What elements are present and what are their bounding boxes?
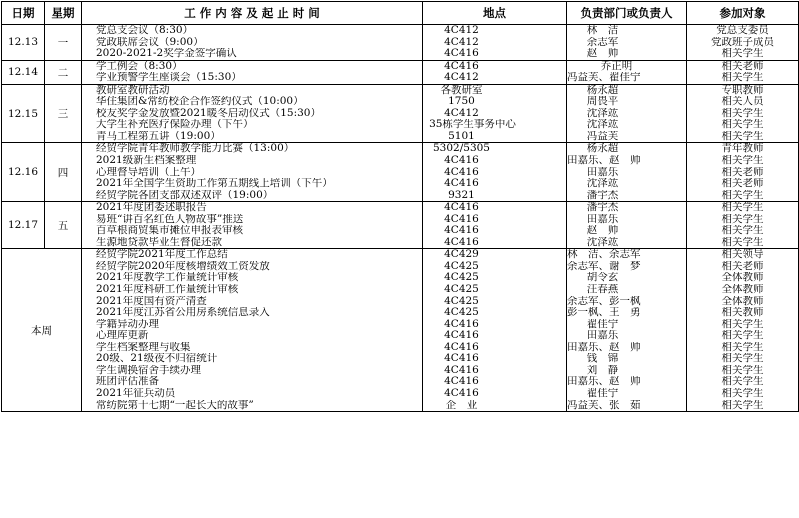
item-attendees: 相关学生 [721, 189, 764, 201]
item-attendees: 相关学生 [721, 236, 764, 248]
item-location: 4C412 [444, 72, 479, 84]
item-location: 企 业 [445, 399, 478, 411]
item-location: 4C425 [444, 272, 479, 284]
weekday-cell: 一 [45, 25, 82, 61]
item-content: 经贸学院青年教师教学能力比赛（13:00） [96, 143, 295, 155]
content-cell [82, 60, 423, 84]
item-person: 杨永超 [586, 84, 619, 96]
weekly-schedule-table [1, 1, 799, 412]
location-cell [423, 25, 567, 61]
item-location: 4C412 [444, 25, 479, 36]
item-location: 4C425 [444, 307, 479, 319]
header-row [2, 2, 799, 25]
item-attendees: 青年教师 [721, 143, 764, 155]
person-cell [567, 143, 687, 202]
item-person: 冯益芙、张 茹 [567, 399, 641, 411]
item-person: 冯益芙 [586, 130, 619, 142]
item-person: 田嘉乐 [586, 330, 619, 342]
item-person: 田嘉乐、赵 帅 [567, 341, 641, 353]
item-location: 4C416 [444, 353, 479, 365]
item-content: 学生调换宿舍手续办理 [96, 364, 201, 376]
item-person: 田嘉乐、赵 帅 [567, 155, 641, 167]
item-attendees: 相关领导 [721, 249, 764, 261]
item-content: 2020-2021-2奖学金签字确认 [96, 48, 237, 60]
item-content: 2021级新生档案整理 [96, 155, 197, 167]
day-group-row [2, 25, 799, 61]
item-content: 学工例会（8:30） [96, 60, 183, 72]
item-content: 心理督导培训（上午） [96, 166, 201, 178]
item-location: 4C416 [444, 178, 479, 190]
item-location: 4C416 [444, 376, 479, 388]
item-attendees: 相关学生 [721, 213, 764, 225]
item-content: 青马工程第五讲（19:00） [96, 130, 221, 142]
item-attendees: 相关学生 [721, 202, 764, 214]
item-location: 4C416 [444, 166, 479, 178]
item-content: 生源地贷款毕业生督促还款 [96, 236, 222, 248]
header-attendees: 参加对象 [687, 2, 799, 25]
item-location: 4C416 [444, 236, 479, 248]
item-location: 4C416 [444, 341, 479, 353]
item-location: 4C425 [444, 260, 479, 272]
item-location: 4C416 [444, 330, 479, 342]
location-cell [423, 249, 567, 412]
item-location: 各教研室 [440, 84, 483, 96]
week-group-row [2, 249, 799, 412]
schedule-page [1, 1, 798, 412]
day-group-row [2, 143, 799, 202]
date-cell: 12.13 [2, 25, 45, 61]
item-attendees: 相关人员 [721, 96, 764, 108]
item-person: 沈泽竑 [586, 236, 619, 248]
item-content: 经贸学院2020年度核增绩效工资发放 [96, 260, 270, 272]
item-attendees: 全体教师 [721, 272, 764, 284]
item-attendees: 相关教师 [721, 307, 764, 319]
item-location: 1750 [448, 96, 475, 108]
item-content: 教研室教研活动 [96, 84, 170, 96]
item-content: 大学生补充医疗保险办理（下午） [96, 119, 254, 131]
item-content: 易班“讲百名红色人物故事”推送 [96, 213, 244, 225]
item-person: 余志军 [586, 36, 619, 48]
item-attendees: 党政班子成员 [711, 36, 774, 48]
item-content: 2021年度江苏省公用房系统信息录入 [96, 307, 270, 319]
item-location: 4C416 [444, 155, 479, 167]
item-location: 5101 [448, 130, 475, 142]
location-cell [423, 143, 567, 202]
item-attendees: 相关老师 [721, 166, 764, 178]
item-person: 沈泽竑 [586, 107, 619, 119]
item-attendees: 相关学生 [721, 107, 764, 119]
content-cell [82, 143, 423, 202]
item-attendees: 相关学生 [721, 119, 764, 131]
item-person: 杨永超 [586, 143, 619, 155]
item-person: 沈泽竑 [586, 178, 619, 190]
item-location: 4C412 [444, 107, 479, 119]
item-content: 2021年征兵动员 [96, 387, 176, 399]
item-person: 胡令玄 [586, 272, 619, 284]
weekday-cell: 二 [45, 60, 82, 84]
item-attendees: 相关学生 [721, 387, 764, 399]
item-person: 赵 帅 [586, 225, 619, 237]
item-location: 35栋学生事务中心 [429, 119, 516, 131]
item-content: 学生档案整理与收集 [96, 341, 191, 353]
location-cell [423, 202, 567, 249]
item-attendees: 相关学生 [721, 225, 764, 237]
weekday-cell: 四 [45, 143, 82, 202]
attendees-cell [687, 84, 799, 143]
item-location: 4C416 [444, 225, 479, 237]
item-attendees: 相关学生 [721, 48, 764, 60]
item-person: 田嘉乐 [586, 213, 619, 225]
header-location: 地点 [423, 2, 567, 25]
item-location: 4C416 [444, 318, 479, 330]
item-attendees: 相关学生 [721, 130, 764, 142]
item-attendees: 专职教师 [721, 84, 764, 96]
header-weekday: 星期 [45, 2, 82, 25]
content-cell [82, 202, 423, 249]
item-content: 2021年度团委述职报告 [96, 202, 207, 214]
content-cell [82, 249, 423, 412]
item-attendees: 全体教师 [721, 295, 764, 307]
item-content: 经贸学院2021年度工作总结 [96, 249, 228, 261]
item-person: 翟佳宁 [586, 318, 619, 330]
item-content: 2021年度教学工作量统计审核 [96, 272, 239, 284]
item-content: 党总支会议（8:30） [96, 25, 194, 36]
item-person: 周畏平 [586, 96, 619, 108]
item-person: 乔正明 [600, 60, 633, 72]
person-cell [567, 249, 687, 412]
item-attendees: 相关学生 [721, 341, 764, 353]
item-location: 4C416 [444, 202, 479, 214]
attendees-cell [687, 249, 799, 412]
header-date: 日期 [2, 2, 45, 25]
item-content: 班团评估准备 [96, 376, 159, 388]
date-cell: 12.17 [2, 202, 45, 249]
item-attendees: 相关老师 [721, 178, 764, 190]
item-location: 4C425 [444, 284, 479, 296]
person-cell [567, 60, 687, 84]
attendees-cell [687, 143, 799, 202]
item-attendees: 相关学生 [721, 330, 764, 342]
item-attendees: 相关学生 [721, 353, 764, 365]
item-content: 百草根商贸集市摊位申报表审核 [96, 225, 243, 237]
item-content: 华住集团&常纺校企合作签约仪式（10:00） [96, 96, 304, 108]
item-content: 校友奖学金发放暨2021暖冬启动仪式（15:30） [96, 107, 321, 119]
item-content: 经贸学院各团支部双述双评（19:00） [96, 189, 274, 201]
item-person: 翟佳宁 [586, 387, 619, 399]
content-cell [82, 25, 423, 61]
item-location: 4C416 [444, 213, 479, 225]
item-attendees: 相关老师 [721, 260, 764, 272]
item-person: 钱 锦 [586, 353, 619, 365]
day-group-row [2, 202, 799, 249]
item-person: 余志军、谢 梦 [567, 260, 641, 272]
person-cell [567, 84, 687, 143]
item-location: 4C429 [444, 249, 479, 261]
day-group-row [2, 60, 799, 84]
item-location: 4C412 [444, 36, 479, 48]
item-content: 学籍异动办理 [96, 318, 159, 330]
week-label-cell: 本周 [2, 249, 82, 412]
item-person: 潘宇杰 [586, 202, 619, 214]
item-content: 2021年全国学生资助工作第五期线上培训（下午） [96, 178, 333, 190]
item-location: 4C425 [444, 295, 479, 307]
item-person: 刘 静 [586, 364, 619, 376]
weekday-cell: 五 [45, 202, 82, 249]
item-person: 彭一枫、王 勇 [567, 307, 641, 319]
item-person: 潘宇杰 [586, 189, 619, 201]
person-cell [567, 202, 687, 249]
item-content: 20级、21级夜不归宿统计 [96, 353, 218, 365]
item-attendees: 相关学生 [721, 318, 764, 330]
item-attendees: 相关学生 [721, 376, 764, 388]
item-attendees: 相关老师 [721, 60, 764, 72]
item-content: 心理库更新 [96, 330, 149, 342]
weekday-cell: 三 [45, 84, 82, 143]
item-person: 田嘉乐、赵 帅 [567, 376, 641, 388]
location-cell [423, 60, 567, 84]
item-person: 冯益芙、翟佳宁 [567, 72, 641, 84]
item-attendees: 全体教师 [721, 284, 764, 296]
item-content: 学业预警学生座谈会（15:30） [96, 72, 242, 84]
date-cell: 12.15 [2, 84, 45, 143]
attendees-cell [687, 202, 799, 249]
item-person: 汪春燕 [586, 284, 619, 296]
item-person: 赵 帅 [586, 48, 619, 60]
date-cell: 12.14 [2, 60, 45, 84]
item-attendees: 相关学生 [721, 364, 764, 376]
item-content: 2021年度科研工作量统计审核 [96, 284, 239, 296]
item-person: 沈泽竑 [586, 119, 619, 131]
item-location: 4C416 [444, 364, 479, 376]
item-location: 9321 [448, 189, 475, 201]
location-cell [423, 84, 567, 143]
item-location: 4C416 [444, 387, 479, 399]
header-content: 工 作 内 容 及 起 止 时 间 [82, 2, 423, 25]
item-content: 2021年度国有资产清查 [96, 295, 207, 307]
attendees-cell [687, 25, 799, 61]
item-person: 林 洁 [586, 25, 619, 36]
item-attendees: 党总支委员 [716, 25, 769, 36]
content-cell [82, 84, 423, 143]
item-content: 常纺院第十七期“一起长大的故事” [96, 399, 254, 411]
item-person: 林 洁、余志军 [567, 249, 641, 261]
day-group-row [2, 84, 799, 143]
item-person: 余志军、彭一枫 [567, 295, 641, 307]
item-location: 4C416 [444, 60, 479, 72]
date-cell: 12.16 [2, 143, 45, 202]
item-location: 4C416 [444, 48, 479, 60]
item-attendees: 相关学生 [721, 155, 764, 167]
item-person: 田嘉乐 [586, 166, 619, 178]
item-attendees: 相关学生 [721, 399, 764, 411]
person-cell [567, 25, 687, 61]
attendees-cell [687, 60, 799, 84]
header-person: 负责部门或负责人 [567, 2, 687, 25]
item-attendees: 相关学生 [721, 72, 764, 84]
item-location: 5302/5305 [433, 143, 490, 155]
item-content: 党政联席会议（9:00） [96, 36, 204, 48]
